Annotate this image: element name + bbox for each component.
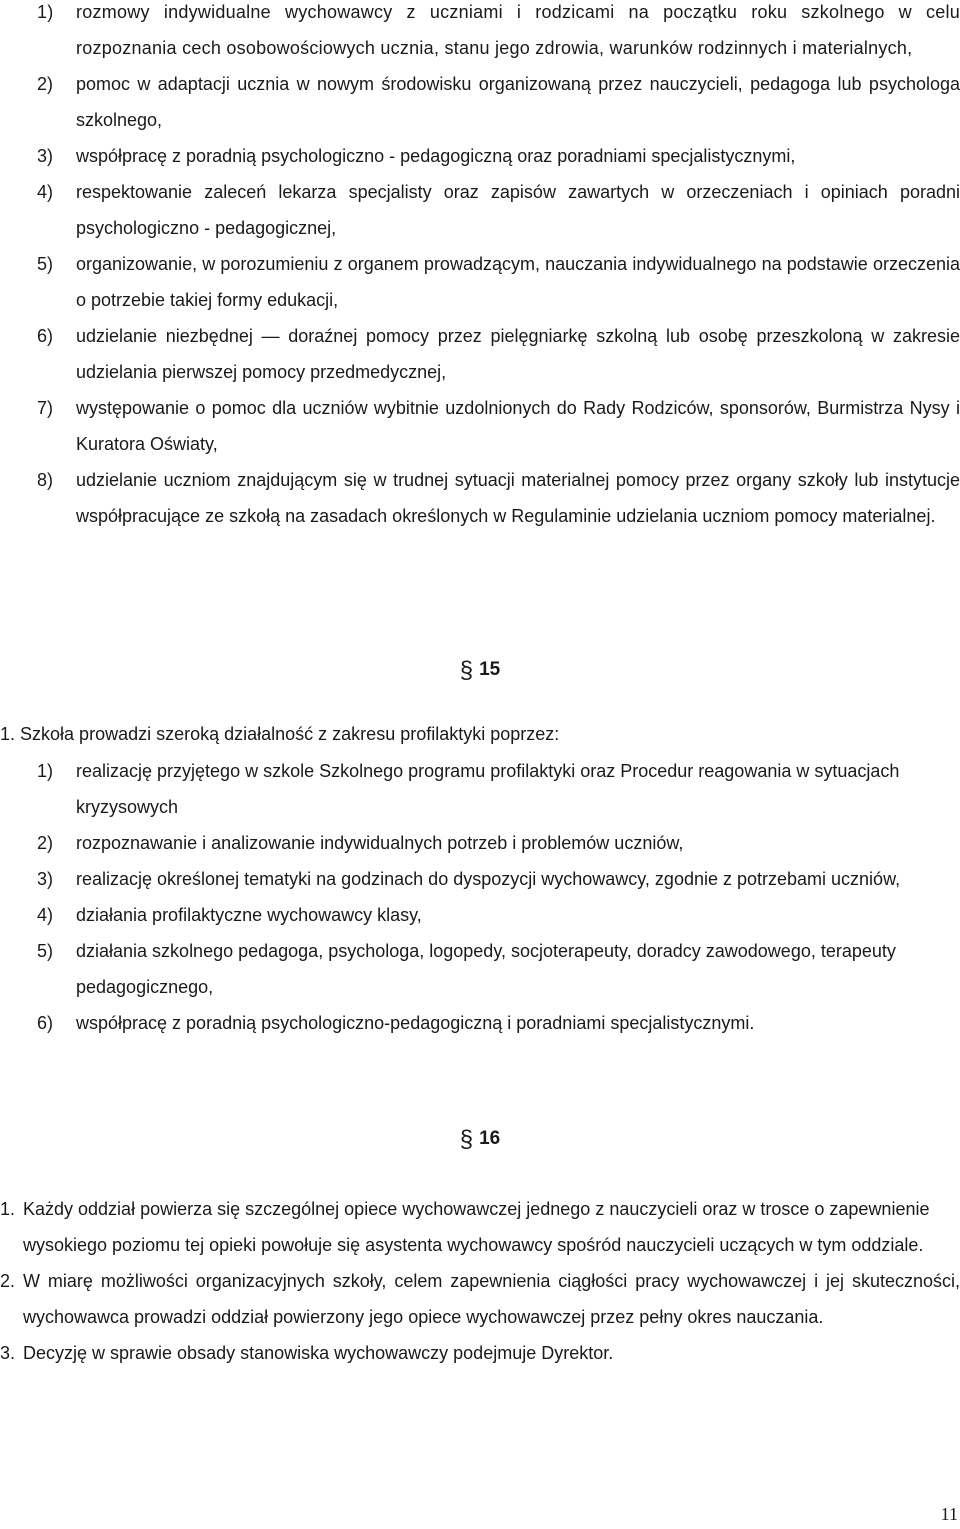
list-text: rozpoznawanie i analizowanie indywidualnych potrzeb i problemów uczniów, xyxy=(76,833,684,853)
list-number: 6) xyxy=(37,1013,54,1033)
list-item xyxy=(0,0,960,66)
list-item xyxy=(0,897,960,933)
list-text: działania profilaktyczne wychowawcy klasy, xyxy=(76,905,422,925)
list-number: 4) xyxy=(37,182,54,202)
paragraph-15-list xyxy=(0,753,960,1041)
section-14-list xyxy=(0,0,960,534)
list-number: 2) xyxy=(37,74,54,94)
lead-number: 1. xyxy=(0,724,16,744)
list-text: występowanie o pomoc dla uczniów wybitnie uzdolnionych do Rady Rodziców, sponsorów, Burmistrza Nysy i Kuratora Oświaty, xyxy=(76,398,960,454)
paragraph-15-heading xyxy=(0,656,960,682)
list-text: rozmowy indywidualne wychowawcy z uczniami i rodzicami na początku roku szkolnego w celu rozpoznania cech osobowościowych ucznia, stanu jego zdrowia, warunków rodzinnych i materialnych, xyxy=(76,2,960,58)
page-number: 11 xyxy=(940,1504,958,1524)
list-item xyxy=(0,462,960,534)
list-text: realizację przyjętego w szkole Szkolnego programu profilaktyki oraz Procedur reagowania w sytuacjach kryzysowych xyxy=(76,761,900,817)
section-symbol: § xyxy=(459,1126,474,1153)
list-item xyxy=(0,66,960,138)
list-item xyxy=(0,1191,960,1263)
list-number: 2. xyxy=(0,1271,16,1291)
lead-text: Szkoła prowadzi szeroką działalność z zakresu profilaktyki poprzez: xyxy=(20,724,560,744)
list-number: 1) xyxy=(37,761,54,781)
list-number: 3. xyxy=(0,1343,16,1363)
paragraph-number: 16 xyxy=(479,1128,501,1149)
list-text: W miarę możliwości organizacyjnych szkoły, celem zapewnienia ciągłości pracy wychowawczej i jej skuteczności, wychowawca prowadzi oddział powierzony jego opiece wychowawczej przez pełny okres nauczania. xyxy=(23,1271,960,1327)
list-number: 2) xyxy=(37,833,54,853)
list-item xyxy=(0,933,960,1005)
list-text: udzielanie niezbędnej — doraźnej pomocy przez pielęgniarkę szkolną lub osobę przeszkoloną w zakresie udzielania pierwszej pomocy przedmedycznej, xyxy=(76,326,960,382)
list-item xyxy=(0,138,960,174)
list-text: pomoc w adaptacji ucznia w nowym środowisku organizowaną przez nauczycieli, pedagoga lub psychologa szkolnego, xyxy=(76,74,960,130)
paragraph-number: 15 xyxy=(479,659,501,680)
list-item xyxy=(0,1263,960,1335)
list-item xyxy=(0,1335,960,1371)
list-item xyxy=(0,825,960,861)
list-item xyxy=(0,753,960,825)
list-number: 5) xyxy=(37,254,54,274)
list-item xyxy=(0,246,960,318)
list-text: Każdy oddział powierza się szczególnej opiece wychowawczej jednego z nauczycieli oraz w trosce o zapewnienie wysokiego poziomu tej opieki powołuje się asystenta wychowawcy spośród nauczycieli uczących w tym oddziale. xyxy=(23,1199,930,1255)
list-item xyxy=(0,318,960,390)
list-item xyxy=(0,1005,960,1041)
list-item xyxy=(0,174,960,246)
list-text: realizację określonej tematyki na godzinach do dyspozycji wychowawcy, zgodnie z potrzebami uczniów, xyxy=(76,869,901,889)
list-text: organizowanie, w porozumieniu z organem prowadzącym, nauczania indywidualnego na podstawie orzeczenia o potrzebie takiej formy edukacji, xyxy=(76,254,960,310)
list-text: działania szkolnego pedagoga, psychologa, logopedy, socjoterapeuty, doradcy zawodowego, terapeuty pedagogicznego, xyxy=(76,941,896,997)
list-number: 3) xyxy=(37,146,54,166)
list-number: 4) xyxy=(37,905,54,925)
list-text: Decyzję w sprawie obsady stanowiska wychowawczy podejmuje Dyrektor. xyxy=(23,1343,614,1363)
paragraph-15-lead xyxy=(0,716,960,752)
list-text: współpracę z poradnią psychologiczno-pedagogiczną i poradniami specjalistycznymi. xyxy=(76,1013,755,1033)
list-number: 7) xyxy=(37,398,54,418)
list-number: 6) xyxy=(37,326,54,346)
list-number: 5) xyxy=(37,941,54,961)
list-number: 3) xyxy=(37,869,54,889)
list-text: współpracę z poradnią psychologiczno - pedagogiczną oraz poradniami specjalistycznymi, xyxy=(76,146,796,166)
paragraph-16-list xyxy=(0,1191,960,1371)
list-item xyxy=(0,390,960,462)
list-text: respektowanie zaleceń lekarza specjalisty oraz zapisów zawartych w orzeczeniach i opiniach poradni psychologiczno - pedagogicznej, xyxy=(76,182,960,238)
list-number: 1. xyxy=(0,1199,16,1219)
list-number: 1) xyxy=(37,2,54,22)
list-item xyxy=(0,861,960,897)
list-number: 8) xyxy=(37,470,54,490)
paragraph-16-heading xyxy=(0,1125,960,1151)
list-text: udzielanie uczniom znajdującym się w trudnej sytuacji materialnej pomocy przez organy szkoły lub instytucje współpracujące ze szkołą na zasadach określonych w Regulaminie udzielania uczniom pomocy materialnej. xyxy=(76,470,960,526)
section-symbol: § xyxy=(459,657,474,684)
